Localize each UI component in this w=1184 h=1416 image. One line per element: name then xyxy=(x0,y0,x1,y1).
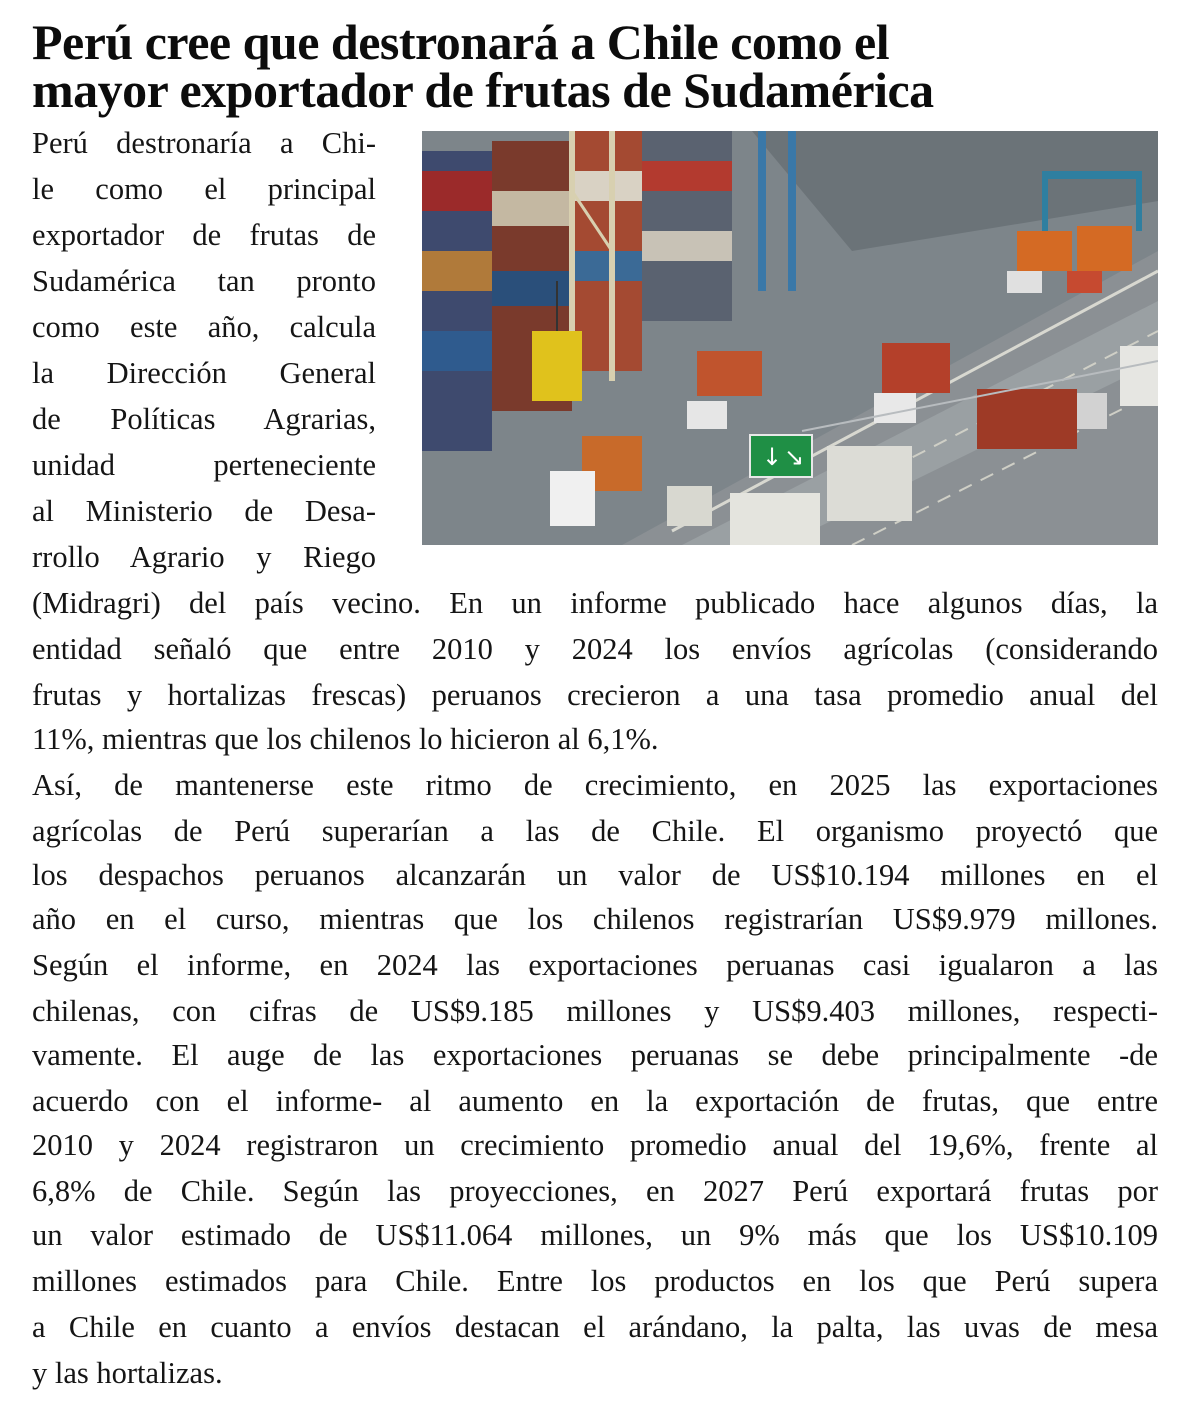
body-line: chilenas, con cifras de US$9.185 millones y US$9.403 millones, respecti- xyxy=(32,994,1158,1028)
body-line: (Midragri) del país vecino. En un informe publicado hace algunos días, la xyxy=(32,586,1158,620)
body-line: entidad señaló que entre 2010 y 2024 los envíos agrícolas (considerando xyxy=(32,632,1158,666)
body-line: Sudamérica tan pronto xyxy=(32,264,376,298)
body-line: unidad perteneciente xyxy=(32,448,376,482)
body-line: Perú destronaría a Chi- xyxy=(32,126,376,160)
port-illustration xyxy=(422,131,1158,545)
body-line: como este año, calcula xyxy=(32,310,376,344)
body-line: 11%, mientras que los chilenos lo hicieron al 6,1%. xyxy=(32,722,659,756)
body-line: agrícolas de Perú superarían a las de Chile. El organismo proyectó que xyxy=(32,814,1158,848)
body-line: año en el curso, mientras que los chilenos registrarían US$9.979 millones. xyxy=(32,902,1158,936)
body-line: un valor estimado de US$11.064 millones, un 9% más que los US$10.109 xyxy=(32,1218,1158,1252)
body-line: millones estimados para Chile. Entre los productos en los que Perú supera xyxy=(32,1264,1158,1298)
body-line: rrollo Agrario y Riego xyxy=(32,540,376,574)
container-port-photo xyxy=(422,131,1158,545)
body-line: acuerdo con el informe- al aumento en la exportación de frutas, que entre xyxy=(32,1084,1158,1118)
headline-line-1: Perú cree que destronará a Chile como el xyxy=(32,14,890,70)
body-line: y las hortalizas. xyxy=(32,1356,223,1390)
body-line: 2010 y 2024 registraron un crecimiento promedio anual del 19,6%, frente al xyxy=(32,1128,1158,1162)
body-line: Según el informe, en 2024 las exportaciones peruanas casi igualaron a las xyxy=(32,948,1158,982)
body-line: los despachos peruanos alcanzarán un valor de US$10.194 millones en el xyxy=(32,858,1158,892)
body-line: la Dirección General xyxy=(32,356,376,390)
body-line: frutas y hortalizas frescas) peruanos crecieron a una tasa promedio anual del xyxy=(32,678,1158,712)
body-line: a Chile en cuanto a envíos destacan el arándano, la palta, las uvas de mesa xyxy=(32,1310,1158,1344)
body-line: le como el principal xyxy=(32,172,376,206)
body-line: vamente. El auge de las exportaciones peruanas se debe principalmente -de xyxy=(32,1038,1158,1072)
article-headline xyxy=(32,14,1162,118)
body-line: al Ministerio de Desa- xyxy=(32,494,376,528)
body-line: Así, de mantenerse este ritmo de crecimiento, en 2025 las exportaciones xyxy=(32,768,1158,802)
body-line: de Políticas Agrarias, xyxy=(32,402,376,436)
body-line: exportador de frutas de xyxy=(32,218,376,252)
road-sign-arrow-1: ↓ xyxy=(762,443,783,471)
headline-line-2: mayor exportador de frutas de Sudamérica xyxy=(32,62,934,118)
body-line: 6,8% de Chile. Según las proyecciones, en 2027 Perú exportará frutas por xyxy=(32,1174,1158,1208)
road-sign-arrow-2: ↘ xyxy=(784,443,805,471)
